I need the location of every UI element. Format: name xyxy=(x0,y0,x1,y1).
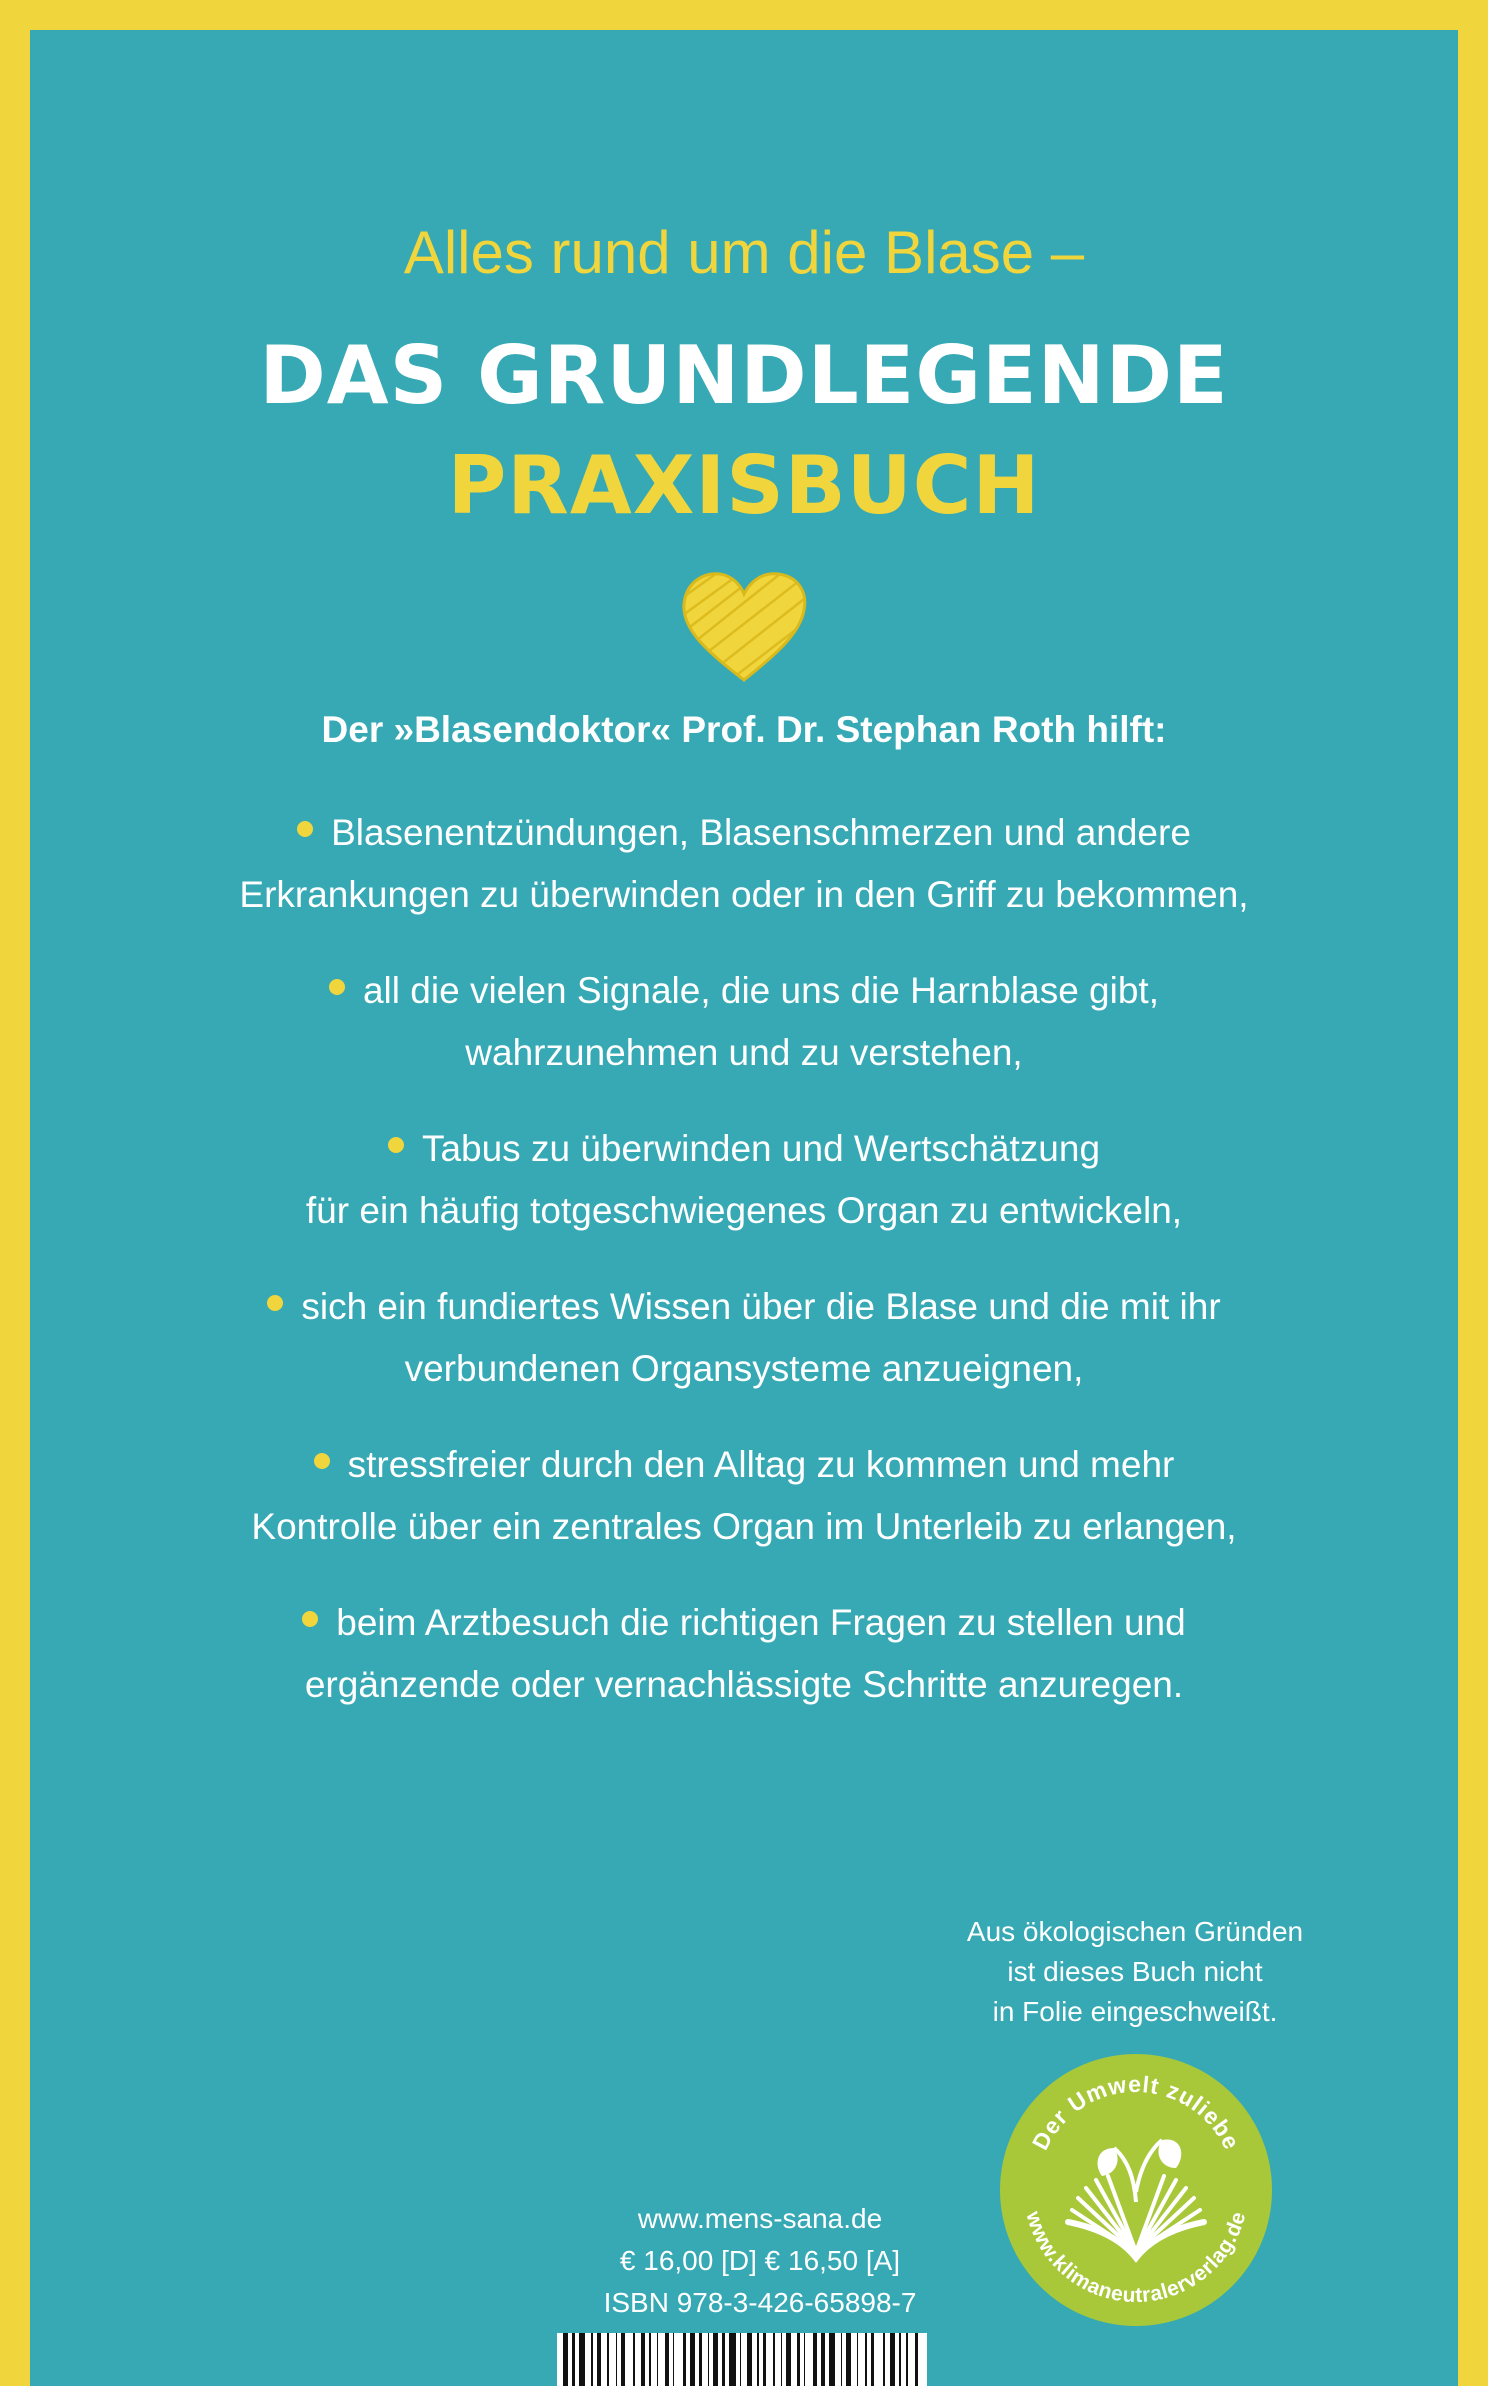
barcode-bar xyxy=(763,2333,766,2386)
list-item xyxy=(30,1434,1458,1558)
barcode-bar xyxy=(591,2333,593,2386)
bullet-line-1: sich ein fundiertes Wissen über die Blase und die mit ihr xyxy=(301,1286,1221,1327)
barcode-bar xyxy=(729,2333,735,2386)
bullet-line-2: verbundenen Organsysteme anzueignen, xyxy=(404,1348,1084,1389)
barcode-bar xyxy=(665,2333,668,2386)
headline-line-2: PRAXISBUCH xyxy=(447,439,1041,532)
bullet-line-2: Erkrankungen zu überwinden oder in den Griff zu bekommen, xyxy=(239,874,1249,915)
barcode-bar xyxy=(563,2333,568,2386)
barcode-bar xyxy=(607,2333,609,2386)
bullet-dot-icon xyxy=(302,1611,318,1627)
bullet-line-2: Kontrolle über ein zentrales Organ im Unterleib zu erlangen, xyxy=(251,1506,1237,1547)
barcode-bar xyxy=(829,2333,835,2386)
heart-icon xyxy=(678,568,810,688)
tagline: Alles rund um die Blase – xyxy=(403,219,1085,286)
benefit-list xyxy=(30,802,1458,1750)
bullet-line-1: stressfreier durch den Alltag zu kommen und mehr xyxy=(347,1444,1175,1485)
barcode-bar xyxy=(690,2333,695,2386)
barcode-bar xyxy=(857,2333,859,2386)
barcode-bar xyxy=(621,2333,624,2386)
headline-line-1: DAS GRUNDLEGENDE xyxy=(259,329,1229,422)
bullet-dot-icon xyxy=(314,1453,330,1469)
isbn: ISBN 978-3-426-65898-7 xyxy=(603,2287,917,2318)
barcode-bar xyxy=(597,2333,602,2386)
bullet-dot-icon xyxy=(329,979,345,995)
bullet-line-2: wahrzunehmen und zu verstehen, xyxy=(465,1032,1023,1073)
barcode-bar xyxy=(773,2333,775,2386)
bullet-line-2: ergänzende oder vernachlässigte Schritte anzuregen. xyxy=(304,1664,1184,1705)
eco-note xyxy=(935,1912,1335,2032)
barcode-bar xyxy=(708,2333,710,2386)
barcode-bar xyxy=(841,2333,843,2386)
climate-neutral-badge xyxy=(998,2052,1274,2328)
barcode-bar xyxy=(797,2333,800,2386)
list-item xyxy=(30,802,1458,926)
barcode-bar xyxy=(865,2333,867,2386)
list-item xyxy=(30,960,1458,1084)
barcode-bar xyxy=(649,2333,651,2386)
barcode-bar xyxy=(683,2333,686,2386)
eco-note-line-3: in Folie eingeschweißt. xyxy=(992,1996,1278,2027)
eco-note-line-2: ist dieses Buch nicht xyxy=(1007,1956,1263,1987)
barcode-bar xyxy=(781,2333,783,2386)
bullet-line-1: Blasenentzündungen, Blasenschmerzen und andere xyxy=(331,812,1191,853)
bullet-dot-icon xyxy=(388,1137,404,1153)
barcode-bar xyxy=(641,2333,646,2386)
barcode-bar xyxy=(740,2333,742,2386)
bullet-line-1: Tabus zu überwinden und Wertschätzung xyxy=(421,1128,1101,1169)
badge-bottom-text: www.klimaneutralerverlag.de xyxy=(1021,2208,1251,2308)
barcode-bar xyxy=(890,2333,895,2386)
eco-note-line-1: Aus ökologischen Gründen xyxy=(966,1916,1304,1947)
publisher-website: www.mens-sana.de xyxy=(637,2203,883,2234)
barcode-bar xyxy=(657,2333,659,2386)
intro-text: Der »Blasendoktor« Prof. Dr. Stephan Roth hilft: xyxy=(321,709,1167,750)
list-item xyxy=(30,1592,1458,1716)
barcode-bar xyxy=(821,2333,824,2386)
barcode-bar xyxy=(673,2333,675,2386)
barcode-bar xyxy=(804,2333,806,2386)
barcode-bar xyxy=(699,2333,702,2386)
barcode-bar xyxy=(871,2333,874,2386)
price-info: € 16,00 [D] € 16,50 [A] xyxy=(619,2245,901,2276)
barcode-bar xyxy=(915,2333,918,2386)
barcode-bar xyxy=(899,2333,901,2386)
badge-top-text: Der Umwelt zuliebe xyxy=(1026,2070,1246,2155)
barcode-bar xyxy=(883,2333,885,2386)
bullet-line-1: beim Arztbesuch die richtigen Fragen zu stellen und xyxy=(336,1602,1186,1643)
barcode xyxy=(557,2333,927,2386)
barcode-bar xyxy=(572,2333,575,2386)
barcode-bar xyxy=(757,2333,759,2386)
barcode-bar xyxy=(633,2333,635,2386)
barcode-bar xyxy=(713,2333,718,2386)
barcode-bar xyxy=(616,2333,618,2386)
barcode-bar xyxy=(813,2333,818,2386)
bullet-dot-icon xyxy=(297,821,313,837)
barcode-bar xyxy=(846,2333,851,2386)
bullet-line-1: all die vielen Signale, die uns die Harnblase gibt, xyxy=(362,970,1159,1011)
barcode-bar xyxy=(786,2333,791,2386)
back-cover-panel xyxy=(30,30,1458,2386)
barcode-bar xyxy=(722,2333,725,2386)
bullet-line-2: für ein häufig totgeschwiegenes Organ zu entwickeln, xyxy=(305,1190,1183,1231)
publisher-info xyxy=(530,2198,990,2324)
barcode-bar xyxy=(579,2333,585,2386)
list-item xyxy=(30,1276,1458,1400)
barcode-bar xyxy=(906,2333,908,2386)
list-item xyxy=(30,1118,1458,1242)
bullet-dot-icon xyxy=(267,1295,283,1311)
barcode-bar xyxy=(747,2333,752,2386)
